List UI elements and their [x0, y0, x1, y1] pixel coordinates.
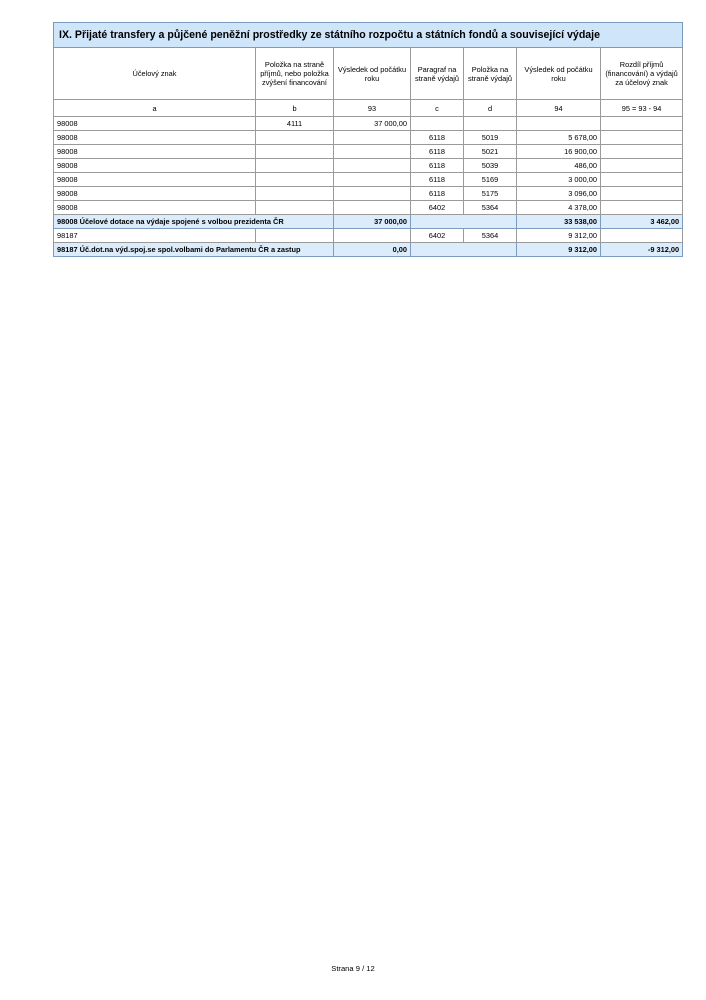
- header-paragraf: Paragraf na straně výdajů: [411, 48, 464, 100]
- code-cell: c: [411, 100, 464, 117]
- cell-polozka-prijmu: [256, 159, 334, 173]
- cell-polozka-vydaju: 5039: [464, 159, 517, 173]
- header-polozka-vydaju: Položka na straně výdajů: [464, 48, 517, 100]
- cell-ucelovy-znak: 98187: [54, 229, 256, 243]
- cell-rozdil: 3 462,00: [601, 215, 683, 229]
- cell-vysledek-prijmy: 37 000,00: [334, 117, 411, 131]
- cell-paragraf: 6118: [411, 131, 464, 145]
- cell-ucelovy-znak: 98008: [54, 117, 256, 131]
- cell-vysledek-prijmy: 0,00: [334, 243, 411, 257]
- column-code-row: [54, 100, 683, 117]
- cell-paragraf: 6118: [411, 173, 464, 187]
- cell-vysledek-vydaje: 16 900,00: [517, 145, 601, 159]
- cell-vysledek-prijmy: 37 000,00: [334, 215, 411, 229]
- summary-label: 98008 Účelové dotace na výdaje spojené s volbou prezidenta ČR: [54, 215, 334, 229]
- cell-polozka-prijmu: [256, 187, 334, 201]
- cell-vysledek-vydaje: 9 312,00: [517, 229, 601, 243]
- cell-empty: [411, 243, 517, 257]
- cell-rozdil: [601, 173, 683, 187]
- table-row: [54, 159, 683, 173]
- cell-rozdil: [601, 159, 683, 173]
- code-cell: 95 = 93 - 94: [601, 100, 683, 117]
- summary-row: [54, 243, 683, 257]
- transfers-table: [53, 22, 683, 257]
- cell-ucelovy-znak: 98008: [54, 131, 256, 145]
- cell-vysledek-vydaje: [517, 117, 601, 131]
- cell-polozka-vydaju: 5169: [464, 173, 517, 187]
- cell-rozdil: [601, 145, 683, 159]
- cell-paragraf: 6118: [411, 187, 464, 201]
- cell-vysledek-prijmy: [334, 229, 411, 243]
- code-cell: 94: [517, 100, 601, 117]
- header-ucelovy-znak: Účelový znak: [54, 48, 256, 100]
- cell-vysledek-prijmy: [334, 159, 411, 173]
- cell-rozdil: [601, 201, 683, 215]
- cell-polozka-prijmu: [256, 173, 334, 187]
- cell-vysledek-vydaje: 4 378,00: [517, 201, 601, 215]
- cell-paragraf: 6402: [411, 201, 464, 215]
- code-cell: b: [256, 100, 334, 117]
- table-row: [54, 229, 683, 243]
- header-polozka-prijmu: Položka na straně příjmů, nebo položka zvýšení financování: [256, 48, 334, 100]
- cell-vysledek-prijmy: [334, 201, 411, 215]
- cell-paragraf: [411, 117, 464, 131]
- cell-polozka-prijmu: [256, 131, 334, 145]
- cell-ucelovy-znak: 98008: [54, 201, 256, 215]
- cell-polozka-vydaju: 5175: [464, 187, 517, 201]
- cell-paragraf: 6118: [411, 145, 464, 159]
- cell-ucelovy-znak: 98008: [54, 173, 256, 187]
- cell-vysledek-vydaje: 3 000,00: [517, 173, 601, 187]
- summary-label: 98187 Úč.dot.na výd.spoj.se spol.volbami do Parlamentu ČR a zastup: [54, 243, 334, 257]
- page-number: Strana 9 / 12: [331, 964, 375, 973]
- cell-rozdil: -9 312,00: [601, 243, 683, 257]
- cell-polozka-vydaju: 5021: [464, 145, 517, 159]
- cell-rozdil: [601, 229, 683, 243]
- cell-empty: [411, 215, 517, 229]
- cell-vysledek-prijmy: [334, 173, 411, 187]
- cell-vysledek-vydaje: 33 538,00: [517, 215, 601, 229]
- header-vysledek-vydaje: Výsledek od počátku roku: [517, 48, 601, 100]
- code-cell: a: [54, 100, 256, 117]
- cell-vysledek-prijmy: [334, 145, 411, 159]
- table-row: [54, 201, 683, 215]
- header-vysledek-prijmy: Výsledek od počátku roku: [334, 48, 411, 100]
- code-cell: 93: [334, 100, 411, 117]
- cell-polozka-prijmu: [256, 145, 334, 159]
- cell-polozka-vydaju: 5019: [464, 131, 517, 145]
- table-row: [54, 187, 683, 201]
- section-title: IX. Přijaté transfery a půjčené peněžní prostředky ze státního rozpočtu a státních fondů a související výdaje: [54, 23, 683, 48]
- cell-polozka-vydaju: [464, 117, 517, 131]
- cell-polozka-prijmu: 4111: [256, 117, 334, 131]
- table-body: [54, 117, 683, 257]
- cell-rozdil: [601, 187, 683, 201]
- table-row: [54, 131, 683, 145]
- column-header-row: [54, 48, 683, 100]
- table-row: [54, 145, 683, 159]
- cell-ucelovy-znak: 98008: [54, 159, 256, 173]
- cell-vysledek-prijmy: [334, 131, 411, 145]
- cell-ucelovy-znak: 98008: [54, 187, 256, 201]
- cell-ucelovy-znak: 98008: [54, 145, 256, 159]
- cell-vysledek-vydaje: 3 096,00: [517, 187, 601, 201]
- cell-polozka-prijmu: [256, 229, 334, 243]
- cell-polozka-vydaju: 5364: [464, 201, 517, 215]
- cell-vysledek-vydaje: 486,00: [517, 159, 601, 173]
- cell-vysledek-vydaje: 5 678,00: [517, 131, 601, 145]
- cell-rozdil: [601, 131, 683, 145]
- cell-rozdil: [601, 117, 683, 131]
- table-row: [54, 117, 683, 131]
- summary-row: [54, 215, 683, 229]
- cell-vysledek-vydaje: 9 312,00: [517, 243, 601, 257]
- table-row: [54, 173, 683, 187]
- code-cell: d: [464, 100, 517, 117]
- cell-vysledek-prijmy: [334, 187, 411, 201]
- cell-paragraf: 6118: [411, 159, 464, 173]
- cell-polozka-vydaju: 5364: [464, 229, 517, 243]
- header-rozdil: Rozdíl příjmů (financování) a výdajů za účelový znak: [601, 48, 683, 100]
- cell-polozka-prijmu: [256, 201, 334, 215]
- cell-paragraf: 6402: [411, 229, 464, 243]
